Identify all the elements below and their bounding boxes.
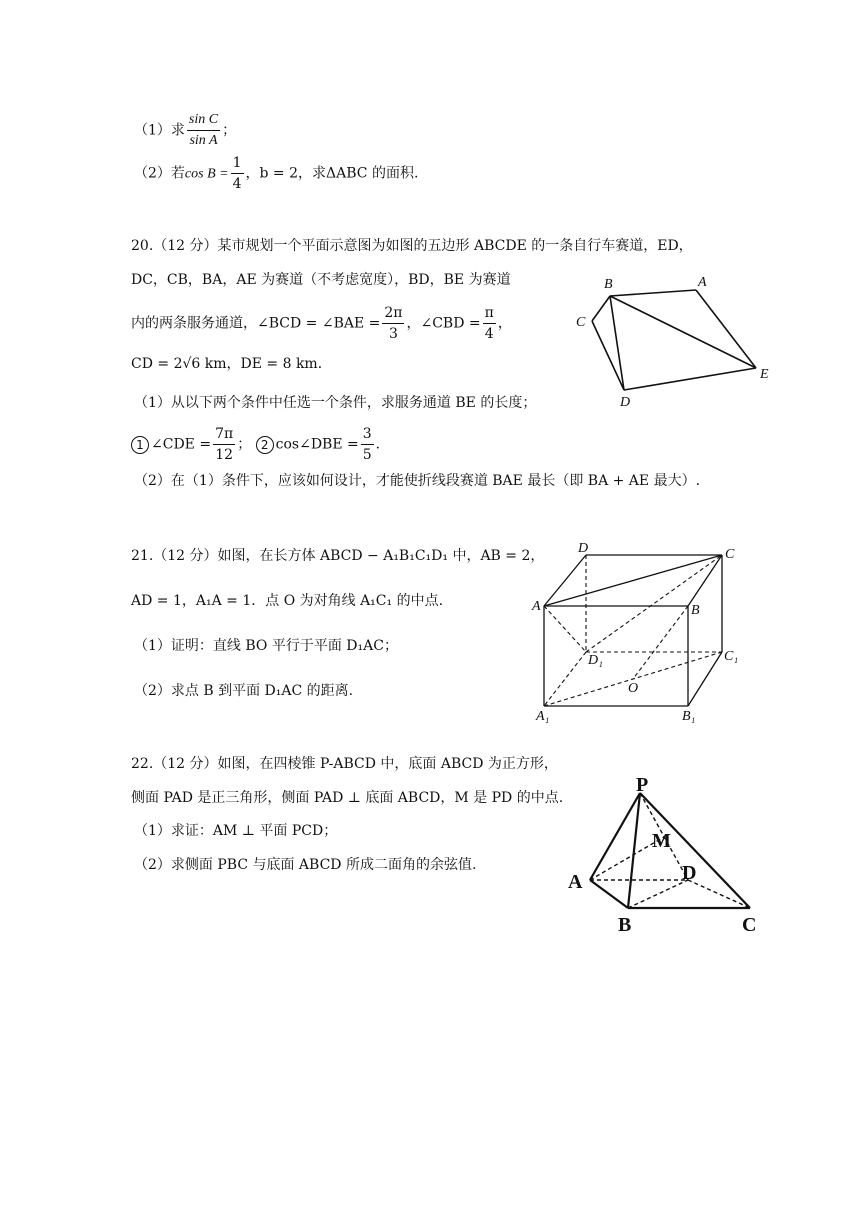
option-1-marker: 1 xyxy=(131,436,149,454)
q21-line2: AD = 1，A₁A = 1．点 O 为对角线 A₁C₁ 的中点. xyxy=(131,593,444,609)
label-D: D xyxy=(682,862,697,884)
label-A: A xyxy=(532,599,541,614)
q20-fraction-3-5: $\frac{3}{5}$ xyxy=(362,426,372,463)
label-C: C xyxy=(742,914,757,936)
label-D1: D₁ xyxy=(588,653,603,668)
q22-line4: （2）求侧面 PBC 与底面 ABCD 所成二面角的余弦值. xyxy=(134,857,477,873)
q20-pentagon-figure xyxy=(568,268,788,418)
q20-line4: CD = 2√6 km，DE = 8 km． xyxy=(131,356,332,372)
q21-cuboid-figure xyxy=(528,540,743,725)
q20-line7: （2）在（1）条件下，应该如何设计，才能使折线段赛道 BAE 最长（即 BA + AE 最大）. xyxy=(134,473,701,489)
label-C1: C₁ xyxy=(724,649,739,664)
label-B: B xyxy=(691,603,700,618)
label-B: B xyxy=(618,914,632,936)
segment-CB xyxy=(592,296,610,321)
q22-line3: （1）求证：AM ⊥ 平面 PCD； xyxy=(134,823,338,839)
q20-fraction-7pi-12: $\frac{7\pi}{12}$ xyxy=(215,426,234,463)
q20-fraction-2pi-3: $\frac{2\pi}{3}$ xyxy=(384,305,403,342)
q20-line3: 内的两条服务通道，∠BCD = ∠BAE = $\frac{2\pi}{3}$ ，∠CBD = $\frac{\pi}{4}$ ， xyxy=(131,305,512,342)
q20-line1: 20.（12 分）某市规划一个平面示意图为如图的五边形 ABCDE 的一条自行车赛道，ED， xyxy=(131,238,693,254)
segment-ED xyxy=(624,368,756,390)
label-P: P xyxy=(636,775,649,796)
q20-line5: （1）从以下两个条件中任选一个条件，求服务通道 BE 的长度； xyxy=(134,395,537,411)
label-A1: A₁ xyxy=(536,709,550,724)
q22-line1: 22.（12 分）如图，在四棱锥 P-ABCD 中，底面 ABCD 为正方形， xyxy=(131,756,558,772)
q21-line1: 21.（12 分）如图，在长方体 ABCD − A₁B₁C₁D₁ 中，AB = 2， xyxy=(131,548,545,564)
label-O: O xyxy=(628,681,639,696)
label-C: C xyxy=(725,547,735,562)
segment-BE xyxy=(610,296,756,368)
q20-line2: DC，CB，BA，AE 为赛道（不考虑宽度），BD，BE 为赛道 xyxy=(131,272,511,288)
segment-AE xyxy=(696,290,756,368)
q20-fraction-pi-4: $\frac{\pi}{4}$ xyxy=(484,305,494,342)
q19-fraction-sinC-sinA: $\frac{\text{sin C}}{\text{sin A}}$ xyxy=(188,112,219,148)
label-B: B xyxy=(604,277,613,292)
option-2-marker: 2 xyxy=(256,436,274,454)
label-M: M xyxy=(652,830,671,852)
q19-fraction-one-quarter: $\frac{1}{4}$ xyxy=(232,155,242,192)
q22-line2: 侧面 PAD 是正三角形，侧面 PAD ⊥ 底面 ABCD，M 是 PD 的中点. xyxy=(131,790,564,806)
label-E: E xyxy=(760,367,769,382)
label-D: D xyxy=(578,541,589,556)
q21-line3: （1）证明：直线 BO 平行于平面 D₁AC； xyxy=(134,638,398,654)
q19-part2: （2）若cos B = $\frac{1}{4}$ ，b = 2，求ΔABC 的面积. xyxy=(134,155,419,192)
q21-line4: （2）求点 B 到平面 D₁AC 的距离. xyxy=(134,683,354,699)
label-D: D xyxy=(620,395,631,410)
q22-pyramid-figure xyxy=(564,775,774,940)
label-B1: B₁ xyxy=(682,709,696,724)
label-C: C xyxy=(576,315,586,330)
segment-BA xyxy=(610,290,696,296)
q19-part1: （1）求 $\frac{\text{sin C}}{\text{sin A}}$ ； xyxy=(134,110,236,151)
label-A: A xyxy=(698,275,707,290)
q20-options: 1 ∠CDE = $\frac{7\pi}{12}$ ； 2 cos∠DBE = $\frac{3}{5}$ ． xyxy=(131,424,390,465)
label-A: A xyxy=(568,871,583,893)
